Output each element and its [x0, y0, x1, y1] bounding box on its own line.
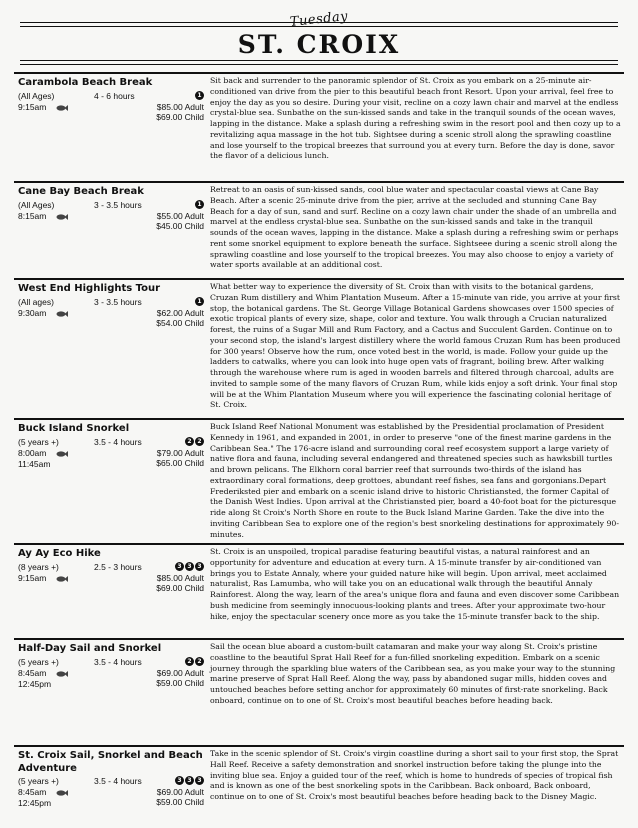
adult-price: $62.00 Adult — [156, 308, 204, 318]
age-requirement: (All Ages) — [18, 91, 55, 101]
duration: 3.5 - 4 hours — [94, 657, 142, 667]
time-price-line — [18, 102, 204, 126]
time-price-line — [18, 668, 204, 692]
adult-price: $69.00 Adult — [156, 668, 204, 678]
departure-time: 12:45pm — [18, 679, 52, 689]
duration: 3.5 - 4 hours — [94, 437, 142, 447]
excursion-row — [14, 181, 624, 280]
excursion-name: St. Croix Sail, Snorkel and Beach Adventure — [18, 750, 203, 774]
child-price: $54.00 Child — [156, 318, 204, 328]
time-price-line — [18, 787, 204, 811]
excursion-name: Ay Ay Eco Hike — [18, 548, 101, 559]
ages-duration-line — [18, 561, 204, 573]
activity-level-icon: 1 — [195, 297, 204, 306]
child-price: $69.00 Child — [156, 583, 204, 593]
excursion-description: What better way to experience the diversity of St. Croix than with visits to the botanical gardens, Cruzan Rum distillery and Whim Plantation Museum. After a 15-minute van ride, you arrive at your first stop, the botanical gardens. The St. George Village Botanical Gardens showcases over 1500 species of exotic tropical plants of every size, shape, color and texture. You walk through a Crucian naturalized forest, the ruins of a Sugar Mill and Rum Factory, and a Cactus and Succulent Garden. Continue on to your second stop, the island's largest distillery where the world famous Cruzan Rum has been produced for 300 years! Observe how the rum, once voted best in the world, is made. Follow your guide up the ladders to catwalks, where you can look into huge open vats of fragrant, boiling brew. After walking through the warehouse where rum is aged in wooden barrels and filtered through charcoal, adults are invited to sample some of the many flavors of Cruzan Rum, while kids enjoy a soft drink. Your final stop will be at the Whim Plantation Museum where you will experience the fascinating colonial heritage of St. Croix. — [210, 282, 621, 410]
fish-icon — [56, 790, 68, 796]
time-price-line — [18, 448, 204, 472]
excursion-row — [14, 278, 624, 420]
departure-times — [18, 573, 46, 584]
departure-times — [18, 787, 51, 809]
child-price: $65.00 Child — [156, 458, 204, 468]
activity-level-icon: 3 — [195, 776, 204, 785]
excursion-row — [14, 418, 624, 545]
excursion-info — [18, 420, 204, 472]
age-requirement: (All Ages) — [18, 200, 55, 210]
excursion-description: Retreat to an oasis of sun-kissed sands, cool blue water and spectacular coastal views at Cane Bay Beach. After a scenic 25-minute drive from the pier, arrive at the secluded and stunning Cane Bay Beach for a day of sun, sand and surf. Recline on a cozy lawn chair under the shade of an umbrella and marvel at the endless crystal-blue sea. Sunbathe on the sun-kissed sands and take in the tranquil sounds of the ocean waves, lapping in the distance. Make a splash during a refreshing swim or perhaps rent some snorkel equipment to explore beneath the surface. Sightseee during a scenic stroll along the sprawling coastline and lose yourself to the tropical breezes. You may also choose to enjoy a variety of water sports available at an additional cost. — [210, 185, 619, 270]
page-header — [0, 0, 638, 66]
child-price: $69.00 Child — [156, 112, 204, 122]
time-price-line — [18, 573, 204, 597]
excursion-row — [14, 638, 624, 747]
activity-level — [175, 776, 204, 785]
duration: 3.5 - 4 hours — [94, 776, 142, 786]
activity-level-icon: 2 — [185, 657, 194, 666]
header-rule-bottom — [20, 60, 618, 61]
ages-duration-line — [18, 656, 204, 668]
departure-time: 8:45am — [18, 668, 47, 678]
adult-price: $85.00 Adult — [156, 573, 204, 583]
prices — [156, 211, 204, 231]
excursion-name: West End Highlights Tour — [18, 283, 161, 294]
fish-icon — [56, 311, 68, 317]
activity-level-icon: 3 — [175, 562, 184, 571]
departure-times — [18, 211, 46, 222]
departure-times — [18, 668, 51, 690]
excursion-row — [14, 543, 624, 640]
age-requirement: (8 years +) — [18, 562, 59, 572]
age-requirement: (All ages) — [18, 297, 54, 307]
departure-times — [18, 308, 46, 319]
excursion-description: Sit back and surrender to the panoramic splendor of St. Croix as you embark on a 25-minute air-conditioned van drive from the pier to this beautiful beach front Resort. Upon your arrival, feel free to enjoy the day as you so desire. During your visit, recline on a cozy lawn chair and marvel at the endless crystal-blue sea. Sunbathe on the sun-kissed sands and take in the tranquil sounds of the ocean waves, lapping in the distance. Make a splash during a refreshing swim in the resort pool and then cozy up to a revitalizing aqua massage in the hot tub. Sightsee during a scenic stroll along the sprawling coastline and lose yourself to the tropical breezes that surround you at every turn. Before the day is done, savor the flavor of a delicious lunch. — [210, 76, 621, 161]
excursion-description: Buck Island Reef National Monument was established by the Presidential proclamation of President Kennedy in 1961, and expanded in 2001, in order to preserve "one of the finest marine gardens in the Caribbean Sea." The 176-acre island and surrounding coral reef ecosystem support a large variety of native flora and fauna, including several endangered and threatened species such as hawksbill turtles and brown pelicans. The Elkhorn coral barrier reef that surrounds two-thirds of the island has extraordinary coral formations, deep grottoes, abundant reef fishes, sea fans and gorgonians.Depart Frederiksted pier and embark on a scenic island drive to historic Christiansted, the former Capital of the Danish West Indies. Upon arrival at the Christiansted pier, board a 40-foot boat for the picturesque ride along St Croix's North Shore en route to the Buck Island Marine Garden. Take the dive into the inviting Caribbean Sea to explore one of the region's best snorkeling destinations for approximately 90-minutes. — [210, 422, 619, 539]
prices — [156, 102, 204, 122]
activity-level-icon: 1 — [195, 91, 204, 100]
ages-duration-line — [18, 199, 204, 211]
activity-level — [185, 437, 204, 446]
activity-level-icon: 3 — [185, 776, 194, 785]
activity-level — [195, 200, 204, 209]
duration: 2.5 - 3 hours — [94, 562, 142, 572]
activity-level-icon: 2 — [185, 437, 194, 446]
activity-level — [195, 91, 204, 100]
duration: 4 - 6 hours — [94, 91, 135, 101]
excursion-row — [14, 745, 624, 827]
excursion-info — [18, 747, 204, 811]
fish-icon — [56, 451, 68, 457]
excursion-info — [18, 640, 204, 692]
activity-level-icon: 2 — [195, 657, 204, 666]
prices — [156, 308, 204, 328]
departure-times — [18, 448, 50, 470]
excursion-info — [18, 280, 204, 332]
fish-icon — [56, 671, 68, 677]
departure-time: 9:30am — [18, 308, 47, 318]
excursion-name: Half-Day Sail and Snorkel — [18, 643, 162, 654]
departure-times — [18, 102, 46, 113]
prices — [156, 668, 204, 688]
activity-level-icon: 3 — [195, 562, 204, 571]
prices — [156, 787, 204, 807]
duration: 3 - 3.5 hours — [94, 297, 142, 307]
activity-level — [175, 562, 204, 571]
departure-time: 9:15am — [18, 102, 47, 112]
excursion-name: Buck Island Snorkel — [18, 423, 130, 434]
page-title: ST. CROIX — [237, 30, 401, 59]
activity-level-icon: 2 — [195, 437, 204, 446]
excursion-name: Carambola Beach Break — [18, 77, 153, 88]
fish-icon — [56, 105, 68, 111]
fish-icon — [56, 214, 68, 220]
activity-level-icon: 3 — [175, 776, 184, 785]
excursion-info — [18, 74, 204, 126]
excursion-info — [18, 183, 204, 235]
excursion-description: Sail the ocean blue aboard a custom-built catamaran and make your way along St. Croix's pristine coastline to the beautiful Sprat Hall Reef for a fun-filled snorkeling expedition. Embark on a scenic journey through the sparkling blue waters of the Caribbean sea, as you make your way to the stunning marine preserve of Sprat Hall Reef. Along the way, pass by abandoned sugar mills, hidden coves and untouched beaches before setting anchor for approximately 60 minutes of first-rate snorkeling. Back onboard, continue on to one of St. Croix's most beautiful beaches before heading back. — [210, 642, 616, 705]
ages-duration-line — [18, 775, 204, 787]
departure-time: 8:15am — [18, 211, 47, 221]
child-price: $59.00 Child — [156, 797, 204, 807]
departure-time: 9:15am — [18, 573, 47, 583]
adult-price: $79.00 Adult — [156, 448, 204, 458]
age-requirement: (5 years +) — [18, 776, 59, 786]
adult-price: $85.00 Adult — [156, 102, 204, 112]
activity-level — [185, 657, 204, 666]
header-rule-bottom-2 — [20, 64, 618, 65]
ages-duration-line — [18, 90, 204, 102]
day-label: Tuesday — [289, 8, 349, 31]
age-requirement: (5 years +) — [18, 437, 59, 447]
excursion-row — [14, 72, 624, 183]
child-price: $45.00 Child — [156, 221, 204, 231]
fish-icon — [56, 576, 68, 582]
time-price-line — [18, 211, 204, 235]
departure-time: 12:45pm — [18, 798, 52, 808]
ages-duration-line — [18, 436, 204, 448]
age-requirement: (5 years +) — [18, 657, 59, 667]
departure-time: 8:00am — [18, 448, 47, 458]
adult-price: $69.00 Adult — [156, 787, 204, 797]
excursion-info — [18, 545, 204, 597]
ages-duration-line — [18, 296, 204, 308]
excursion-description: St. Croix is an unspoiled, tropical paradise featuring beautiful vistas, a natural rainforest and an opportunity for adventure and education at every turn. A 15-minute transfer by air-conditioned van brings you to Estate Annaly, where your guided nature hike will begin. Upon arrival, meet acclaimed naturalist, Ras Lamumba, who will take you on an educational walk through the beautiful Annaly Rainforest. Along the way, learn of the area's unique flora and fauna and even discover some Caribbean bush medicine from seemingly innocuous-looking plants and trees. After your approximate two-hour hike, enjoy the spectacular scenery once more as you take the 15-minute transfer back to the ship. — [210, 547, 620, 621]
excursion-name: Cane Bay Beach Break — [18, 186, 144, 197]
excursion-description: Take in the scenic splendor of St. Croix's virgin coastline during a short sail to your first stop, the Sprat Hall Reef. Receive a safety demonstration and snorkel instruction before taking the plunge into the inviting blue sea. Enjoy a guided tour of the reef, which is home to hundreds of species of tropical fish and is known as one of the best snorkeling spots in the Caribbean. Back onboard, Back onboard, continue on to one of St. Croix's most beautiful beaches before heading back to the Disney Magic. — [210, 749, 619, 801]
prices — [156, 573, 204, 593]
departure-time: 11:45am — [18, 459, 51, 469]
prices — [156, 448, 204, 468]
activity-level-icon: 3 — [185, 562, 194, 571]
departure-time: 8:45am — [18, 787, 47, 797]
activity-level-icon: 1 — [195, 200, 204, 209]
adult-price: $55.00 Adult — [156, 211, 204, 221]
duration: 3 - 3.5 hours — [94, 200, 142, 210]
time-price-line — [18, 308, 204, 332]
activity-level — [195, 297, 204, 306]
child-price: $59.00 Child — [156, 678, 204, 688]
